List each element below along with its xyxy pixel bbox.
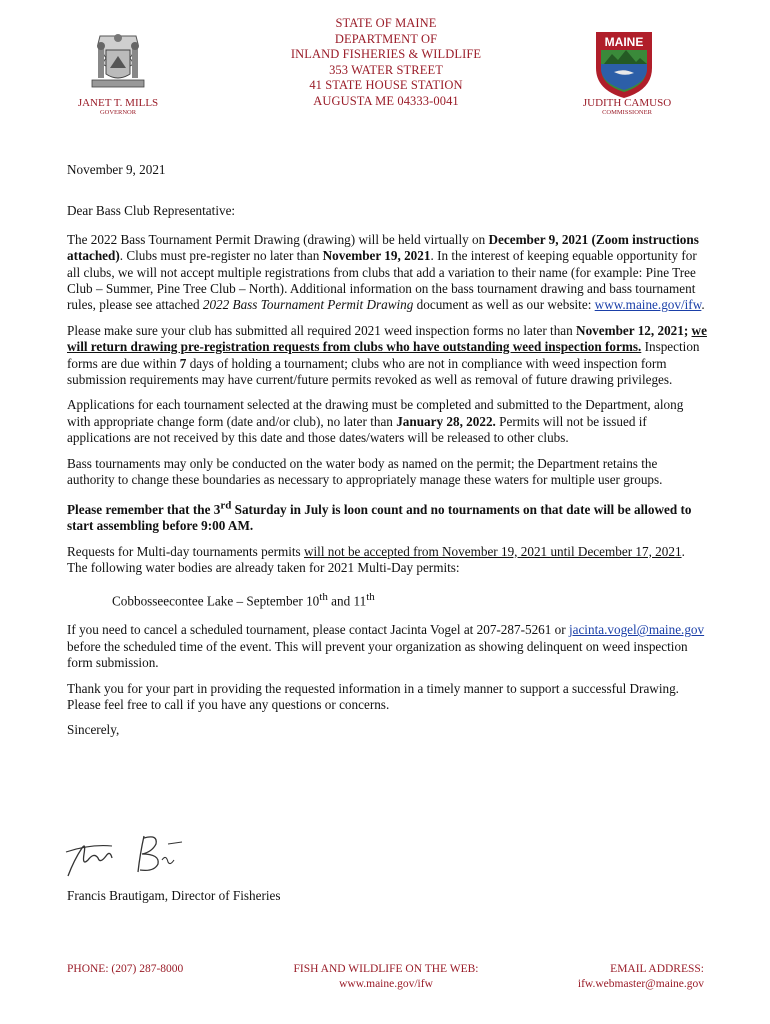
paragraph-thanks: Thank you for your part in providing the requested information in a timely manner to support a successful Drawing. Please feel free to call if you have any questions or concerns.	[67, 680, 679, 712]
footer-email	[520, 962, 704, 992]
governor-title: GOVERNOR	[99, 109, 137, 116]
preregister-deadline: November 19, 2021	[322, 248, 431, 264]
letter-body	[67, 162, 707, 748]
footer-email-address[interactable]: ifw.webmaster@maine.gov	[577, 978, 704, 990]
governor-name: JANET T. MILLS	[77, 97, 159, 109]
superscript: rd	[220, 499, 232, 512]
website-link[interactable]: www.maine.gov/ifw	[594, 297, 702, 313]
paragraph-loon-count	[67, 498, 707, 535]
text: Saturday in July is loon count and no tournaments on that date will be allowed to start assembling before 9:00 AM.	[67, 501, 692, 534]
commissioner-title: COMMISSIONER	[602, 109, 652, 116]
agency-line: INLAND FISHERIES & WILDLIFE	[290, 47, 482, 62]
agency-line: STATE OF MAINE	[335, 16, 437, 30]
inspection-deadline: November 12, 2021;	[576, 322, 689, 338]
agency-line: 353 WATER STREET	[329, 62, 443, 77]
signer-name: Francis Brautigam, Director of Fisheries	[67, 888, 281, 903]
paragraph-drawing-info	[67, 232, 707, 314]
superscript: th	[366, 590, 375, 603]
superscript: th	[319, 590, 328, 603]
footer-web-url[interactable]: www.maine.gov/ifw	[339, 978, 433, 990]
days-count: 7	[179, 355, 187, 371]
text: Permits will not be issued if applications are not received by this date and those dates/waters will be released to other clubs.	[67, 413, 647, 446]
badge-text: MAINE	[604, 35, 644, 49]
return-warning: we will return drawing pre-registration requests from clubs who have outstanding weed inspection forms.	[67, 322, 707, 355]
multiday-lake-entry	[67, 589, 707, 610]
text: . Clubs must pre-register no later than	[119, 248, 323, 264]
footer-phone: PHONE: (207) 287-8000	[67, 963, 184, 975]
footer-web	[270, 962, 502, 992]
footer-email-label: EMAIL ADDRESS:	[610, 963, 704, 975]
text: Cobbosseecontee Lake – September 10	[112, 592, 320, 608]
text: days of holding a tournament; clubs who are not in compliance with weed inspection form submission requirements may have current/future permits revoked as well as removal of future drawing privileges.	[67, 355, 673, 388]
text: and 11	[327, 592, 367, 608]
paragraph-cancel	[67, 622, 707, 671]
text: document as well as our website:	[413, 297, 595, 313]
application-deadline: January 28, 2022.	[396, 413, 496, 429]
letter-date: November 9, 2021	[67, 162, 166, 177]
text: . The following water bodies are already taken for 2021 Multi-Day permits:	[67, 543, 685, 576]
text: Inspection forms are due within	[67, 339, 700, 371]
text: If you need to cancel a scheduled tournament, please contact Jacinta Vogel at 207-287-5261 or	[67, 622, 569, 638]
closing: Sincerely,	[67, 722, 120, 738]
agency-line: DEPARTMENT OF	[334, 31, 438, 46]
paragraph-weed-inspection	[67, 323, 707, 389]
state-seal-logo	[78, 30, 158, 100]
agency-line: 41 STATE HOUSE STATION	[309, 78, 463, 93]
document-title: 2022 Bass Tournament Permit Drawing	[202, 297, 414, 313]
paragraph-multiday	[67, 544, 707, 577]
agency-line: AUGUSTA ME 04333-0041	[313, 93, 459, 108]
multiday-period: will not be accepted from November 19, 2021 until December 17, 2021	[303, 543, 682, 559]
text: The 2022 Bass Tournament Permit Drawing (drawing) will be held virtually on	[67, 231, 489, 247]
ifw-badge-logo	[590, 28, 658, 100]
text: Please make sure your club has submitted all required 2021 weed inspection forms no later than	[67, 322, 577, 338]
agency-address-block	[270, 16, 502, 110]
text: .	[701, 297, 705, 313]
text: before the scheduled time of the event. This will prevent your organization as showing delinquent on weed inspection form submission.	[67, 638, 688, 671]
text: Applications for each tournament selected at the drawing must be completed and submitted to the Department, along with appropriate change form (date and/or club), no later than	[67, 397, 684, 429]
text: . In the interest of keeping equable opportunity for all clubs, we will not accept multiple registrations from clubs that add a variation to their name (for example: Pine Tree Club – Summer, Pine Tree Club – North). Additional information on the bass tournament drawing and bass tournament rules, please see attached	[67, 248, 697, 313]
salutation: Dear Bass Club Representative:	[67, 203, 236, 219]
footer-web-label: FISH AND WILDLIFE ON THE WEB:	[293, 963, 479, 975]
paragraph-applications	[67, 397, 707, 446]
text: Requests for Multi-day tournaments permits	[67, 543, 304, 559]
text: Please remember that the 3	[67, 501, 221, 517]
contact-email-link[interactable]: jacinta.vogel@maine.gov	[568, 622, 705, 638]
drawing-date: December 9, 2021 (Zoom instructions attached)	[67, 231, 699, 264]
handwritten-signature	[60, 830, 190, 882]
paragraph-boundaries: Bass tournaments may only be conducted on the water body as named on the permit; the Department retains the authority to change these boundaries as necessary to appropriately manage these waters for multiple user groups.	[67, 455, 663, 488]
commissioner-name: JUDITH CAMUSO	[582, 97, 672, 109]
